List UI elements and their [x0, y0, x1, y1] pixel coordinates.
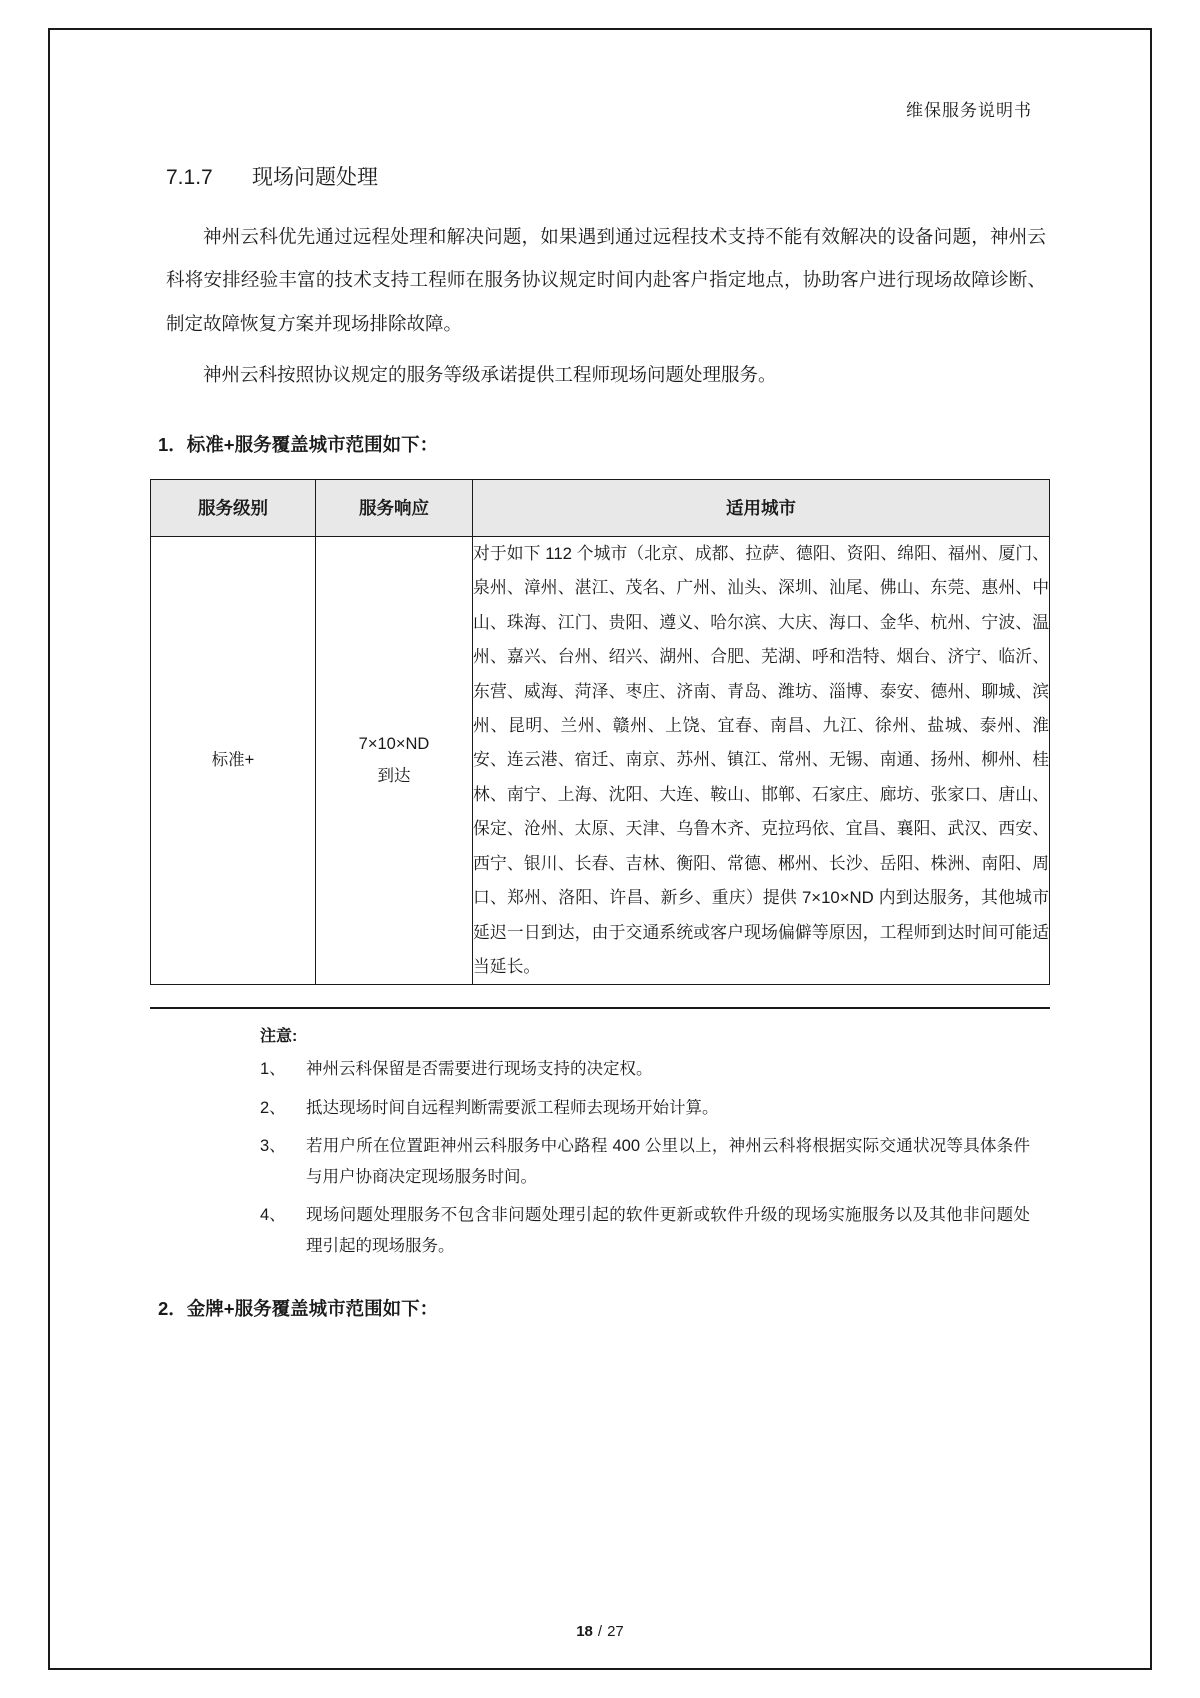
page-content [48, 28, 1152, 1670]
notes-divider [150, 1007, 1050, 1009]
table-header-row [151, 479, 1050, 536]
list-item-1-title: 1．标准+服务覆盖城市范围如下： [158, 433, 439, 455]
section-number: 7.1.7 [166, 166, 213, 189]
section-paragraph-1: 神州云科优先通过远程处理和解决问题，如果遇到通过远程技术支持不能有效解决的设备问题，神州云科将安排经验丰富的技术支持工程师在服务协议规定时间内赴客户指定地点，协助客户进行现场故障诊断、制定故障恢复方案并现场排除故障。 [166, 226, 1046, 334]
note-text: 若用户所在位置距神州云科服务中心路程 400 公里以上，神州云科将根据实际交通状况等具体条件与用户协商决定现场服务时间。 [306, 1137, 1030, 1186]
section-heading [110, 161, 1090, 191]
document-header-title: 维保服务说明书 [906, 101, 1032, 120]
list-item [260, 1054, 1030, 1085]
note-index: 4、 [260, 1206, 286, 1225]
table-header [151, 479, 1050, 536]
cell-service-response [316, 536, 473, 984]
notes-title: 注意: [260, 1028, 298, 1046]
note-text: 现场问题处理服务不包含非问题处理引起的软件更新或软件升级的现场实施服务以及其他非问题处理引起的现场服务。 [306, 1206, 1030, 1255]
table-header-service-level: 服务级别 [151, 479, 316, 536]
note-index: 3、 [260, 1137, 286, 1156]
table-header-applicable-cities: 适用城市 [473, 479, 1050, 536]
footer-separator: / [597, 1623, 603, 1640]
notes-list [110, 1054, 1090, 1261]
footer-total-pages: 27 [607, 1623, 624, 1640]
note-index: 1、 [260, 1060, 286, 1079]
list-item [260, 1200, 1030, 1261]
cell-service-response-line1: 7×10×ND [358, 735, 430, 754]
section-paragraph-2: 神州云科按照协议规定的服务等级承诺提供工程师现场问题处理服务。 [203, 364, 777, 386]
cell-service-level: 标准+ [151, 536, 316, 984]
list-item [260, 1093, 1030, 1124]
note-text: 抵达现场时间自远程判断需要派工程师去现场开始计算。 [306, 1098, 719, 1117]
list-item [260, 1131, 1030, 1192]
coverage-city-table [150, 479, 1050, 985]
page-footer [0, 1623, 1200, 1640]
note-text: 神州云科保留是否需要进行现场支持的决定权。 [306, 1060, 653, 1079]
table-body [151, 536, 1050, 984]
cell-applicable-cities: 对于如下 112 个城市（北京、成都、拉萨、德阳、资阳、绵阳、福州、厦门、泉州、漳州、湛江、茂名、广州、汕头、深圳、汕尾、佛山、东莞、惠州、中山、珠海、江门、贵阳、遵义、哈尔滨、大庆、海口、金华、杭州、宁波、温州、嘉兴、台州、绍兴、湖州、合肥、芜湖、呼和浩特、烟台、济宁、临沂、东营、威海、菏泽、枣庄、济南、青岛、潍坊、淄博、泰安、德州、聊城、滨州、昆明、兰州、赣州、上饶、宜春、南昌、九江、徐州、盐城、泰州、淮安、连云港、宿迁、南京、苏州、镇江、常州、无锡、南通、扬州、柳州、桂林、南宁、上海、沈阳、大连、鞍山、邯郸、石家庄、廊坊、张家口、唐山、保定、沧州、太原、天津、乌鲁木齐、克拉玛依、宜昌、襄阳、武汉、西安、西宁、银川、长春、吉林、衡阳、常德、郴州、长沙、岳阳、株洲、南阳、周口、郑州、洛阳、许昌、新乡、重庆）提供 7×10×ND 内到达服务，其他城市延迟一日到达，由于交通系统或客户现场偏僻等原因，工程师到达时间可能适当延长。 [473, 536, 1050, 984]
note-index: 2、 [260, 1098, 286, 1117]
list-item-2-title: 2．金牌+服务覆盖城市范围如下： [158, 1298, 439, 1320]
table-row [151, 536, 1050, 984]
cell-service-response-line2: 到达 [377, 766, 411, 785]
footer-current-page: 18 [576, 1623, 593, 1640]
table-header-service-response: 服务响应 [316, 479, 473, 536]
section-title: 现场问题处理 [252, 166, 378, 189]
